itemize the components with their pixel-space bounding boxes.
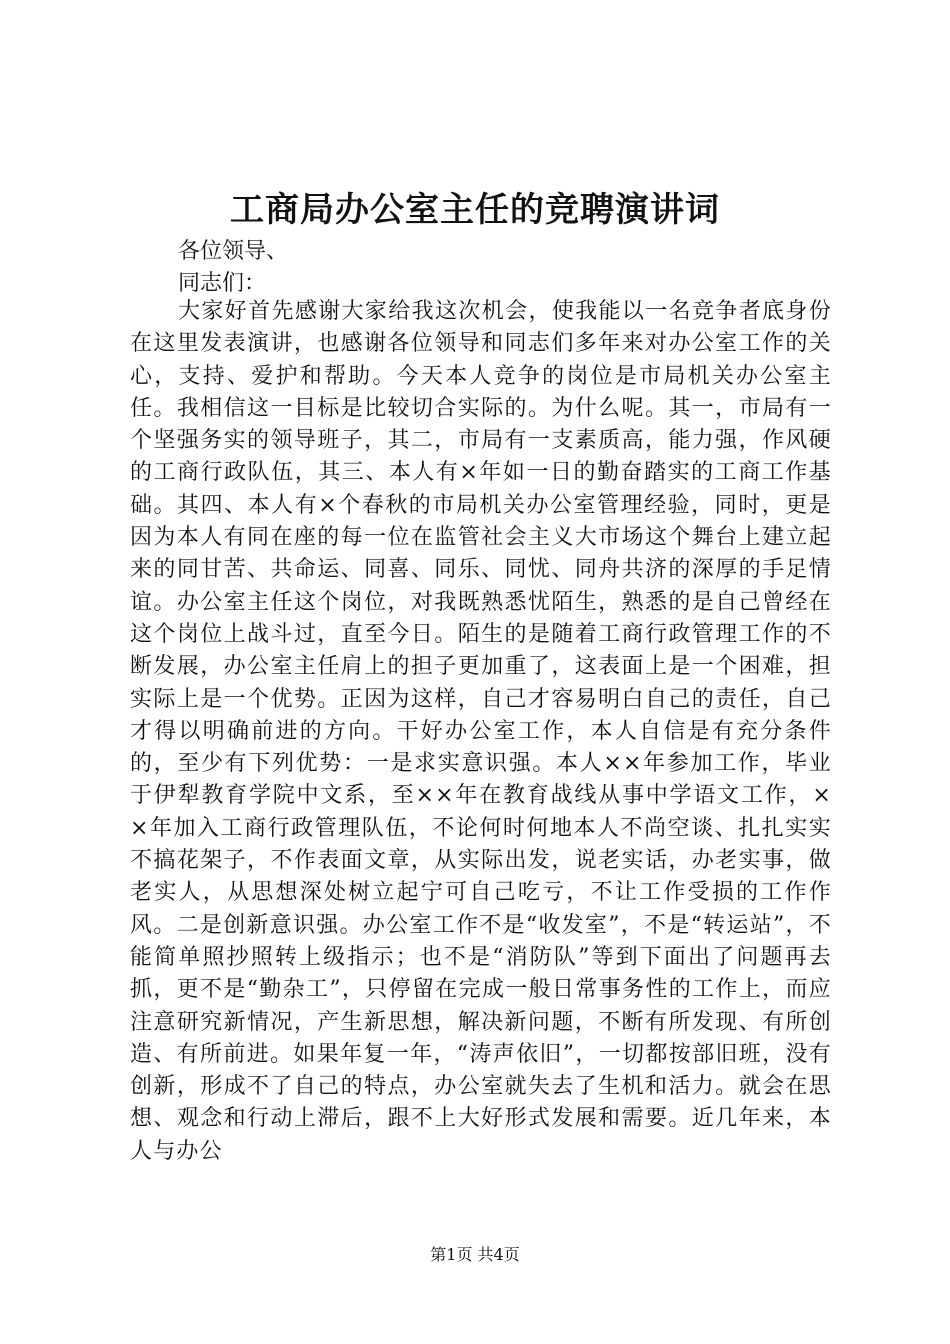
salutation-comrades: 同志们： — [178, 271, 267, 296]
document-title: 工商局办公室主任的竞聘演讲词 — [230, 190, 720, 230]
salutation-leaders: 各位领导、 — [178, 239, 289, 264]
page-footer: 第1页 共4页 — [430, 1245, 520, 1264]
speech-body-paragraph: 大家好首先感谢大家给我这次机会，使我能以一名竞争者底身份在这里发表演讲，也感谢各位领导和同志们多年来对办公室工作的关心，支持、爱护和帮助。今天本人竞争的岗位是市局机关办公室主任。我相信这一目标是比较切合实际的。为什么呢。其一，市局有一个坚强务实的领导班子，其二，市局有一支素质高，能力强，作风硬的工商行政队伍，其三、本人有×年如一日的勤奋踏实的工商工作基础。其四、本人有×个春秋的市局机关办公室管理经验，同时，更是因为本人有同在座的每一位在监管社会主义大市场这个舞台上建立起来的同甘苦、共命运、同喜、同乐、同忧、同舟共济的深厚的手足情谊。办公室主任这个岗位，对我既熟悉忧陌生，熟悉的是自己曾经在这个岗位上战斗过，直至今日。陌生的是随着工商行政管理工作的不断发展，办公室主任肩上的担子更加重了，这表面上是一个困难，担实际上是一个优势。正因为这样，自己才容易明白自己的责任，自己才得以明确前进的方向。干好办公室工作，本人自信是有充分条件的，至少有下列优势：一是求实意识强。本人××年参加工作，毕业于伊犁教育学院中文系，至××年在教育战线从事中学语文工作，××年加入工商行政管理队伍，不论何时何地本人不尚空谈、扎扎实实不搞花架子，不作表面文章，从实际出发，说老实话，办老实事，做老实人，从思想深处树立起宁可自己吃亏，不让工作受损的工作作风。二是创新意识强。办公室工作不是“收发室”，不是“转运站”，不能简单照抄照转上级指示；也不是“消防队”等到下面出了问题再去抓，更不是“勤杂工”，只停留在完成一般日常事务性的工作上，而应注意研究新情况，产生新思想，解决新问题，不断有所发现、有所创造、有所前进。如果年复一年，“涛声依旧”，一切都按部旧班，没有创新，形成不了自己的特点，办公室就失去了生机和活力。就会在思想、观念和行动上滞后，跟不上大好形式发展和需要。近几年来，本人与办公 — [130, 299, 832, 1164]
